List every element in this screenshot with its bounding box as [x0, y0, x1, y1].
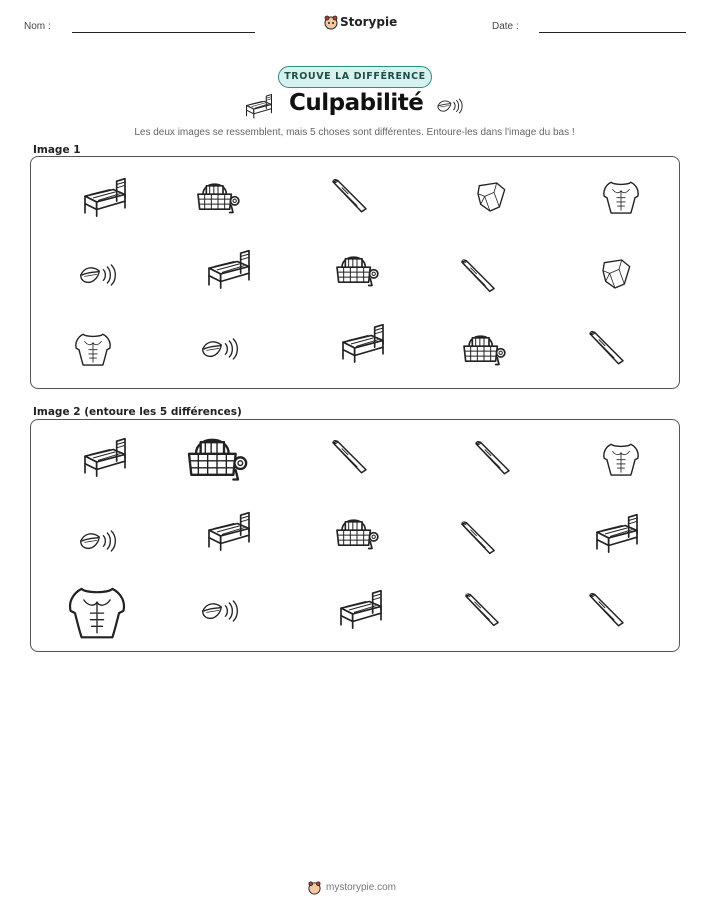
- torso-icon: [600, 174, 642, 220]
- stick-icon: [327, 175, 372, 217]
- brand-name: Storypie: [340, 15, 398, 29]
- basket-icon: [332, 247, 382, 289]
- mouth-icon: [78, 260, 118, 290]
- bed-icon: [80, 176, 130, 218]
- bed-icon[interactable]: [204, 510, 254, 552]
- instructions: Les deux images se ressemblent, mais 5 choses sont différentes. Entoure-les dans l'image du bas !: [134, 127, 575, 138]
- storypie-logo-icon: [323, 14, 339, 30]
- basket-icon: [459, 326, 509, 368]
- stick-icon[interactable]: [584, 588, 629, 632]
- mouth-icon[interactable]: [78, 526, 118, 556]
- bed-icon[interactable]: [80, 436, 130, 478]
- page-title: Culpabilité: [289, 90, 424, 116]
- basket-icon: [193, 174, 243, 216]
- stick-icon: [584, 326, 629, 370]
- footer-url[interactable]: mystorypie.com: [326, 882, 397, 893]
- bed-icon[interactable]: [592, 512, 642, 554]
- activity-badge: TROUVE LA DIFFÉRENCE: [278, 66, 432, 88]
- footer-logo-icon: [307, 880, 322, 895]
- name-line[interactable]: [72, 32, 255, 33]
- stick-icon[interactable]: [460, 588, 504, 632]
- mouth-icon: [200, 334, 240, 364]
- bed-icon: [338, 322, 388, 364]
- bed-icon: [204, 248, 254, 290]
- mouth-icon[interactable]: [200, 596, 240, 626]
- rock-icon: [595, 250, 635, 298]
- torso-icon: [72, 326, 114, 372]
- image2-label: Image 2 (entoure les 5 différences): [33, 406, 242, 418]
- name-label: Nom :: [24, 21, 51, 32]
- stick-icon: [456, 253, 500, 299]
- date-label: Date :: [492, 21, 519, 32]
- title-bed-icon: [243, 93, 275, 119]
- basket-icon[interactable]: [182, 425, 252, 485]
- image1-label: Image 1: [33, 144, 81, 156]
- rock-icon: [470, 174, 510, 220]
- torso-icon[interactable]: [64, 582, 130, 642]
- basket-icon[interactable]: [332, 510, 382, 552]
- date-line[interactable]: [539, 32, 686, 33]
- torso-icon[interactable]: [600, 436, 642, 482]
- stick-icon[interactable]: [456, 516, 500, 560]
- stick-icon[interactable]: [470, 436, 515, 480]
- bed-icon[interactable]: [336, 588, 386, 630]
- title-mouth-icon: [436, 95, 464, 117]
- stick-icon[interactable]: [327, 436, 372, 478]
